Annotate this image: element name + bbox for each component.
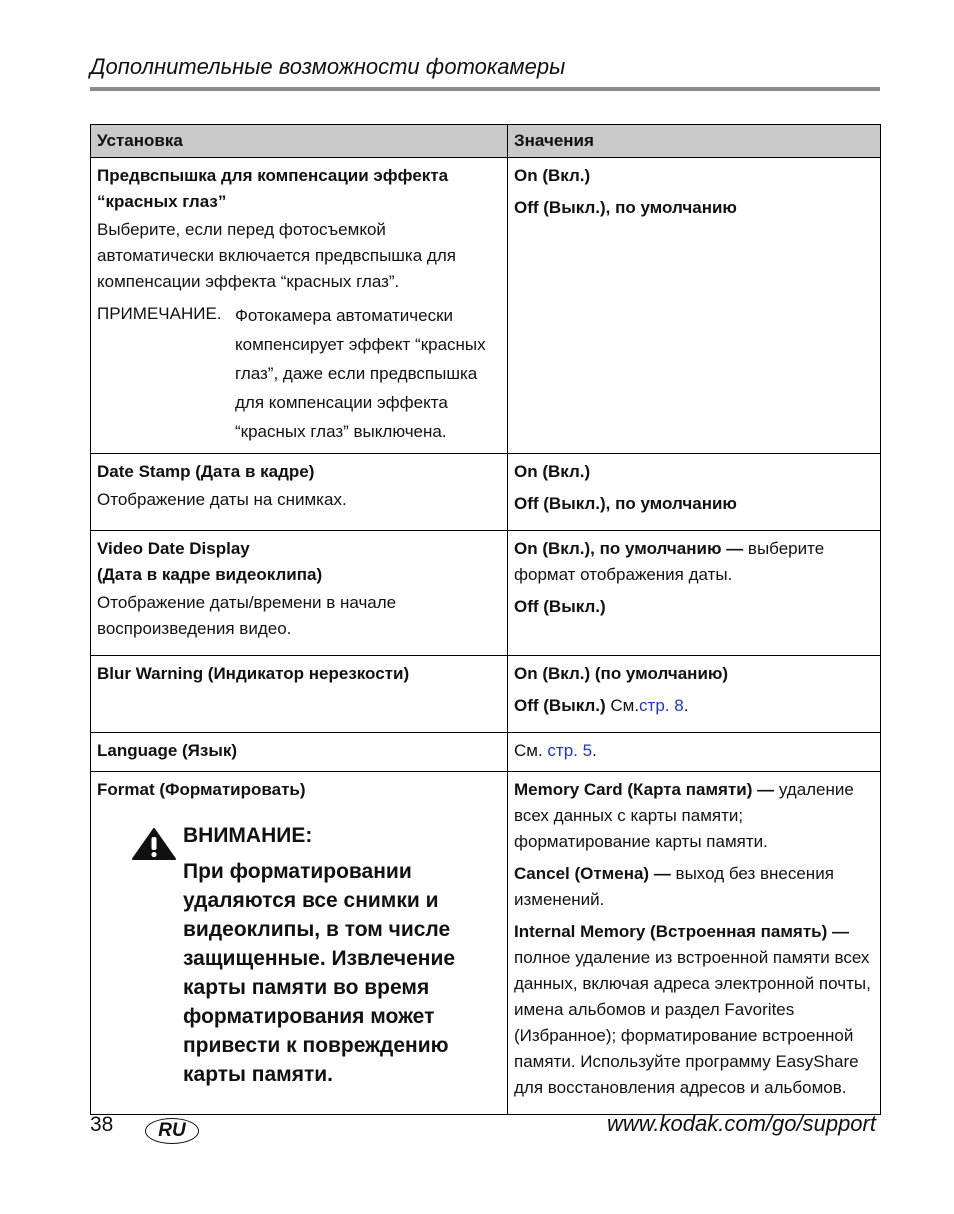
value-option-text: удаление всех данных с карты памяти; форматирование карты памяти. [514, 780, 854, 851]
values-cell [508, 656, 881, 733]
value-option-text: См. [605, 696, 640, 715]
setting-cell [91, 454, 508, 531]
value-option: Off (Выкл.) [514, 597, 606, 616]
setting-title-subtitle: (Дата в кадре видеоклипа) [97, 565, 323, 584]
warning-text: При форматировании удаляются все снимки и видеоклипы, в том числе защищенные. Извлечение карты памяти во время форматирования может привести к повреждению карты памяти. [183, 860, 456, 1086]
setting-cell [91, 733, 508, 772]
value-option: On (Вкл.) (по умолчанию) [514, 664, 729, 683]
page-link[interactable]: стр. 8 [639, 696, 684, 715]
table-row [91, 772, 881, 1115]
table-row [91, 158, 881, 454]
value-option [514, 861, 874, 913]
warning-triangle-icon [131, 821, 183, 1089]
note [97, 301, 501, 446]
values-cell [508, 733, 881, 772]
value-option: Off (Выкл.), по умолчанию [514, 198, 737, 217]
setting-cell [91, 772, 508, 1115]
value-option [514, 738, 874, 764]
page-title: Дополнительные возможности фотокамеры [90, 54, 566, 79]
warning-box [131, 821, 501, 1089]
page-number: 38 [90, 1113, 114, 1136]
table-row [91, 531, 881, 656]
table-row [91, 656, 881, 733]
note-label: ПРИМЕЧАНИЕ. [97, 304, 222, 323]
value-option-label: Internal Memory (Встроенная память) — [514, 922, 849, 941]
value-option-text: выход без внесения изменений. [514, 864, 834, 909]
value-option [514, 919, 874, 1101]
value-option-end: . [592, 741, 597, 760]
setting-cell [91, 158, 508, 454]
language-badge: RU [145, 1118, 199, 1144]
page-link[interactable]: стр. 5 [547, 741, 593, 760]
value-option-text: выберите формат отображения даты. [514, 539, 825, 584]
column-header-setting: Установка [91, 125, 508, 158]
column-header-values: Значения [508, 125, 881, 158]
settings-table [90, 124, 881, 1115]
values-cell [508, 772, 881, 1115]
warning-title: ВНИМАНИЕ: [183, 824, 313, 847]
setting-title: Date Stamp (Дата в кадре) [97, 462, 315, 481]
value-option-label: Cancel (Отмена) — [514, 864, 671, 883]
note-text: Фотокамера автоматически компенсирует эффект “красных глаз”, даже если предвспышка для компенсации эффекта “красных глаз” выключена. [235, 306, 486, 441]
value-option-text: полное удаление из встроенной памяти всех данных, включая адреса электронной почты, имена альбомов и раздел Favorites (Избранное); форматирование встроенной памяти. Используйте программу EasyShare для восстановления адресов и альбомов. [514, 948, 871, 1097]
value-option: On (Вкл.) [514, 166, 591, 185]
value-option: Off (Выкл.), по умолчанию [514, 494, 737, 513]
table-row [91, 454, 881, 531]
setting-cell [91, 656, 508, 733]
setting-title: Format (Форматировать) [97, 780, 306, 799]
header-divider [90, 87, 880, 91]
setting-title: Blur Warning (Индикатор нерезкости) [97, 664, 410, 683]
value-option-label: Off (Выкл.) [514, 696, 606, 715]
setting-description: Выберите, если перед фотосъемкой автоматически включается предвспышка для компенсации эффекта “красных глаз”. [97, 220, 456, 291]
value-option-label: Memory Card (Карта памяти) — [514, 780, 775, 799]
setting-title: Video Date Display [97, 539, 250, 558]
value-option: On (Вкл.) [514, 462, 591, 481]
table-row [91, 733, 881, 772]
setting-title: Language (Язык) [97, 741, 238, 760]
value-option-end: . [683, 696, 689, 715]
values-cell [508, 531, 881, 656]
value-option [514, 693, 874, 719]
value-option [514, 777, 874, 855]
value-option-text: См. [514, 741, 548, 760]
setting-description: Отображение даты на снимках. [97, 490, 347, 509]
table-header-row [91, 125, 881, 158]
value-option [514, 536, 874, 588]
support-url[interactable]: www.kodak.com/go/support [606, 1111, 876, 1136]
setting-cell [91, 531, 508, 656]
setting-title: Предвспышка для компенсации эффекта “красных глаз” [97, 166, 449, 211]
setting-description: Отображение даты/времени в начале воспроизведения видео. [97, 593, 397, 638]
values-cell [508, 454, 881, 531]
value-option-label: On (Вкл.), по умолчанию — [514, 539, 744, 558]
values-cell [508, 158, 881, 454]
